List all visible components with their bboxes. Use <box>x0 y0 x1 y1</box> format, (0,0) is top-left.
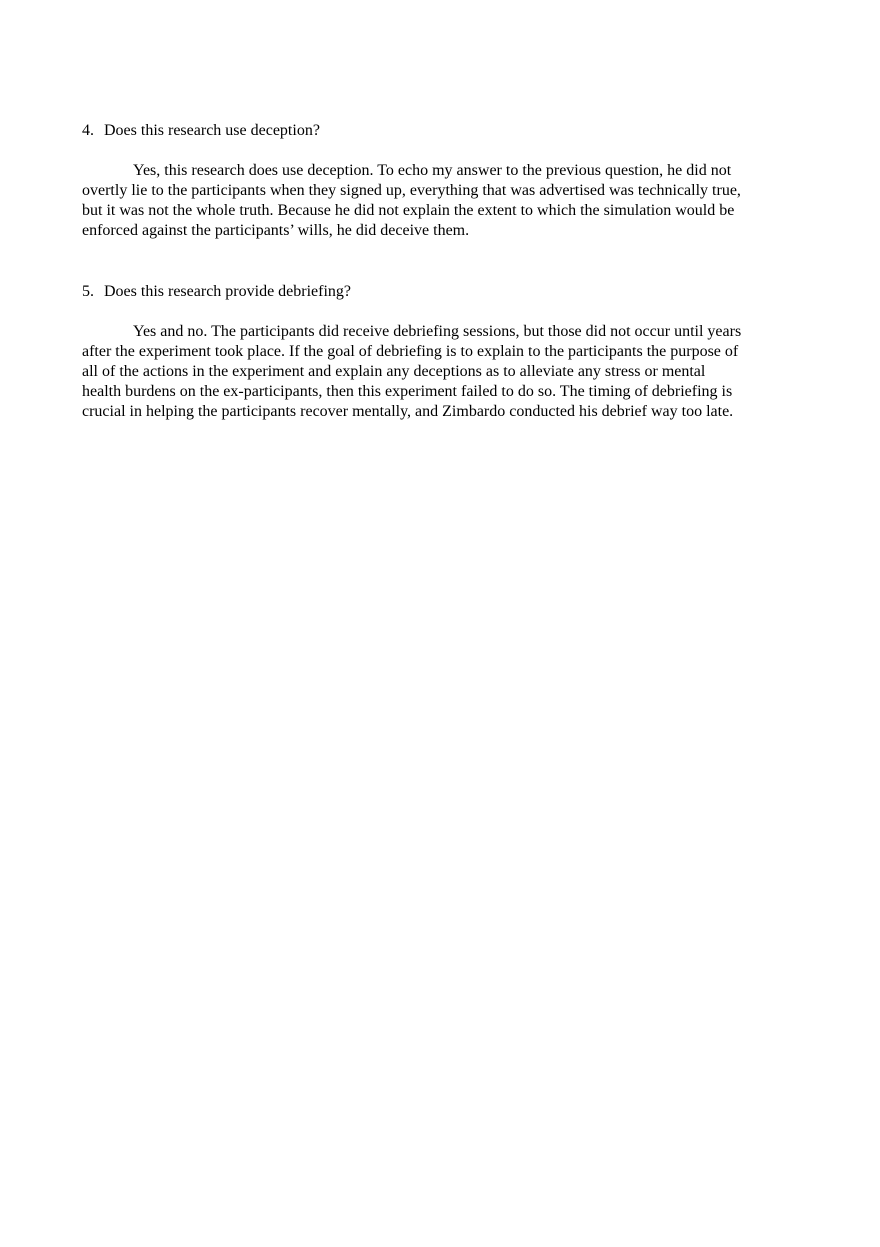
answer-line: but it was not the whole truth. Because he did not explain the extent to which the simulation would be <box>82 202 735 219</box>
answer-paragraph <box>82 322 798 422</box>
answer-line: after the experiment took place. If the goal of debriefing is to explain to the participants the purpose of <box>82 343 739 360</box>
answer-line: overtly lie to the participants when they signed up, everything that was advertised was technically true, <box>82 182 741 199</box>
answer-paragraph <box>82 161 798 241</box>
question-number: 5. <box>82 283 94 300</box>
answer-line: health burdens on the ex-participants, then this experiment failed to do so. The timing of debriefing is <box>82 383 733 400</box>
answer-line: Yes, this research does use deception. To echo my answer to the previous question, he did not <box>133 162 732 179</box>
question-heading <box>82 121 798 141</box>
answer-line: enforced against the participants’ wills, he did deceive them. <box>82 222 470 239</box>
answer-line: crucial in helping the participants recover mentally, and Zimbardo conducted his debrief way too late. <box>82 403 734 420</box>
question-text: Does this research provide debriefing? <box>104 283 352 300</box>
question-text: Does this research use deception? <box>104 122 320 139</box>
question-section-4 <box>82 121 798 241</box>
question-number: 4. <box>82 122 94 139</box>
answer-line: all of the actions in the experiment and explain any deceptions as to alleviate any stress or mental <box>82 363 706 380</box>
answer-line: Yes and no. The participants did receive debriefing sessions, but those did not occur until years <box>133 323 742 340</box>
question-heading <box>82 282 798 302</box>
question-section-5 <box>82 282 798 422</box>
